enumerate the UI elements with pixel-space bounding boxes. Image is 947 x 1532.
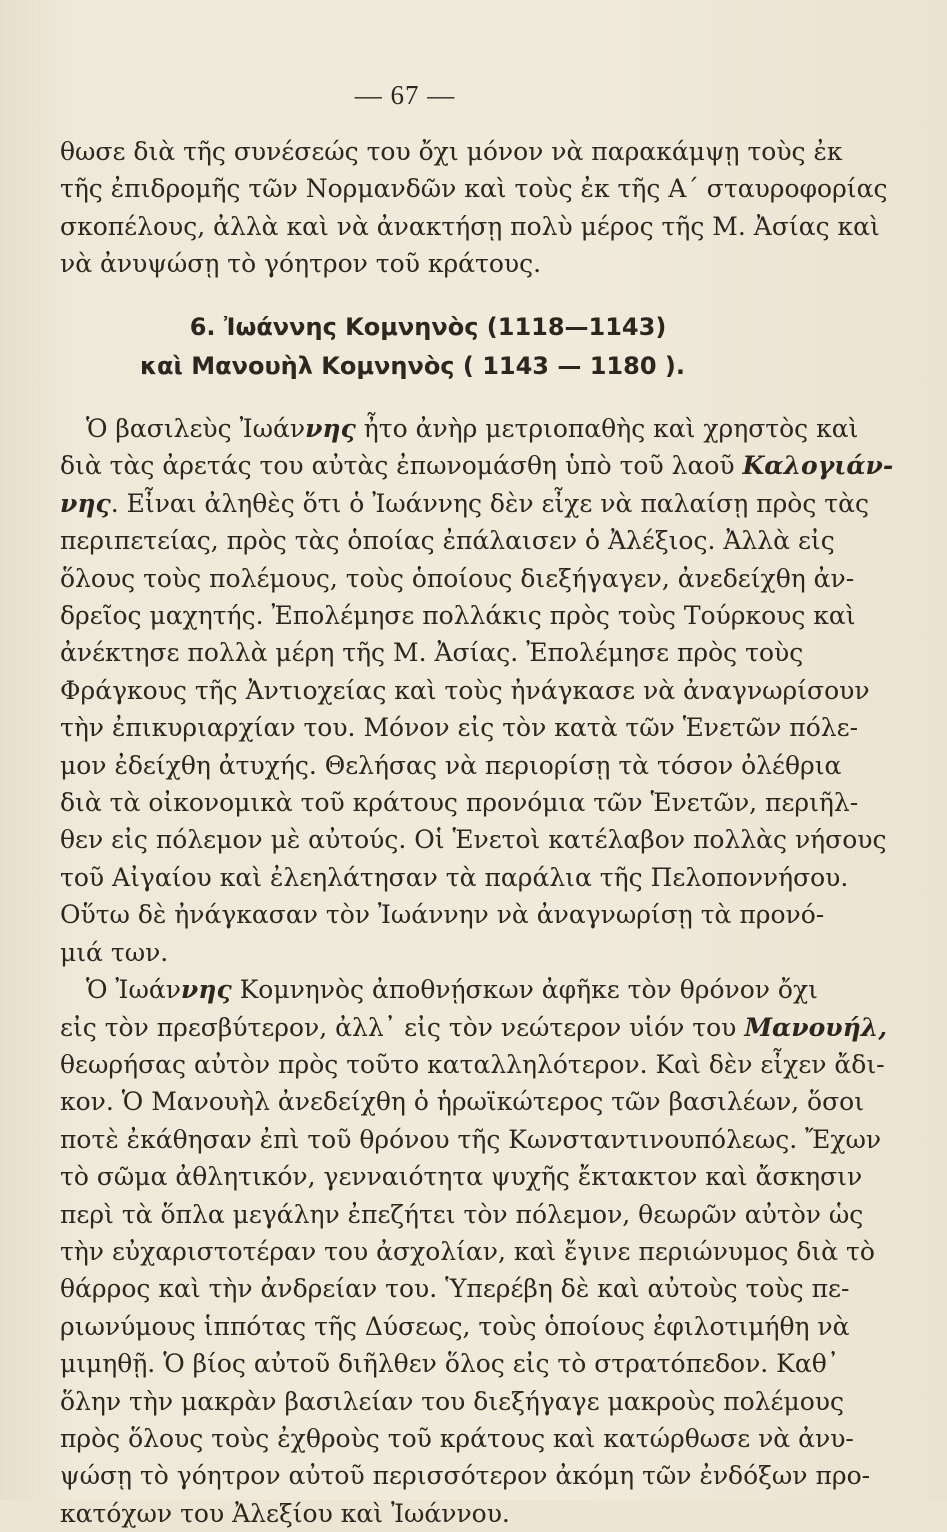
emphasized-word: Καλογιάν- — [742, 451, 894, 481]
text-line: πρὸς ὅλους τοὺς ἐχθροὺς τοῦ κράτους καὶ κατώρθωσε νὰ ἀνυ- — [60, 1423, 854, 1453]
text-line: θάρρος καὶ τὴν ἀνδρείαν του. Ὑπερέβη δὲ καὶ αὐτοὺς τοὺς πε- — [60, 1274, 850, 1304]
section-heading-line1: 6. Ἰωάννης Κομνηνὸς (1118—1143) — [189, 313, 667, 341]
text-line: ψώσῃ τὸ γόητρον αὐτοῦ περισσότερον ἀκόμη τῶν ἐνδόξων προ- — [60, 1461, 871, 1491]
text-line: διὰ τὰ οἰκονομικὰ τοῦ κράτους προνόμια τῶν Ἑνετῶν, περιῆλ- — [60, 788, 859, 818]
text-line: σκοπέλους, ἀλλὰ καὶ νὰ ἀνακτήσῃ πολὺ μέρος τῆς Μ. Ἀσίας καὶ — [60, 211, 880, 241]
emphasized-word: νης — [60, 488, 111, 518]
text-line: κατόχων του Ἀλεξίου καὶ Ἰωάννου. — [60, 1498, 510, 1528]
text-line: ριωνύμους ἱππότας τῆς Δύσεως, τοὺς ὁποίους ἐφιλοτιμήθη νὰ — [60, 1311, 850, 1341]
text-line: ὅλην τὴν μακρὰν βασιλείαν του διεξήγαγε μακροὺς πολέμους — [60, 1386, 844, 1416]
text-line: περὶ τὰ ὅπλα μεγάλην ἐπεζήτει τὸν πόλεμον, θεωρῶν αὐτὸν ὡς — [60, 1199, 864, 1229]
text-line: δρεῖος μαχητής. Ἐπολέμησε πολλάκις πρὸς τοὺς Τούρκους καὶ — [60, 601, 856, 631]
emphasized-word: νης — [305, 414, 356, 443]
text-line: κον. Ὁ Μανουὴλ ἀνεδείχθη ὁ ἡρωϊκώτερος τῶν βασιλέων, ὅσοι — [60, 1087, 865, 1117]
text-line: ὅλους τοὺς πολέμους, τοὺς ὁποίους διεξήγαγεν, ἀνεδείχθη ἀν- — [60, 563, 855, 593]
text-line: μιμηθῇ. Ὁ βίος αὐτοῦ διῆλθεν ὅλος εἰς τὸ στρατόπεδον. Καθ᾽ — [60, 1349, 840, 1379]
text-line: τῆς ἐπιδρομῆς τῶν Νορμανδῶν καὶ τοὺς ἐκ τῆς Α΄ σταυροφορίας — [60, 174, 888, 204]
text-line: τὸ σῶμα ἀθλητικόν, γενναιότητα ψυχῆς ἔκτακτον καὶ ἄσκησιν — [60, 1162, 863, 1192]
text-line: τὴν εὐχαριστοτέραν του ἀσχολίαν, καὶ ἔγινε περιώνυμος διὰ τὸ — [60, 1236, 875, 1266]
text-line: περιπετείας, πρὸς τὰς ὁποίας ἐπάλαισεν ὁ Ἀλέξιος. Ἀλλὰ εἰς — [60, 526, 835, 556]
text-line: μιά των. — [60, 937, 169, 967]
text-line: νὰ ἀνυψώσῃ τὸ γόητρον τοῦ κράτους. — [60, 249, 542, 279]
text-line: θεωρήσας αὐτὸν πρὸς τοῦτο καταλληλότερον. Καὶ δὲν εἶχεν ἄδι- — [60, 1049, 885, 1079]
text-line: ποτὲ ἐκάθησαν ἐπὶ τοῦ θρόνου τῆς Κωνσταντινουπόλεως. Ἔχων — [60, 1124, 882, 1154]
text-line: Ὁ βασιλεὺς Ἰωάννης ἦτο ἀνὴρ μετριοπαθὴς καὶ χρηστὸς καὶ — [86, 414, 859, 443]
text-line: Φράγκους τῆς Ἀντιοχείας καὶ τοὺς ἠνάγκασε νὰ ἀναγνωρίσουν — [60, 675, 870, 705]
text-line: Οὕτω δὲ ἠνάγκασαν τὸν Ἰωάννην νὰ ἀναγνωρίσῃ τὰ προνό- — [60, 900, 825, 930]
paragraph-intro — [60, 133, 888, 283]
text-line: εἰς τὸν πρεσβύτερον, ἀλλ᾽ εἰς τὸν νεώτερον υἱόν του Μανουήλ, — [60, 1012, 888, 1042]
text-line: τὴν ἐπικυριαρχίαν του. Μόνον εἰς τὸν κατὰ τῶν Ἑνετῶν πόλε- — [60, 713, 859, 743]
text-line: θωσε διὰ τῆς συνέσεώς του ὄχι μόνον νὰ παρακάμψῃ τοὺς ἐκ — [60, 137, 843, 166]
text-line: μον ἐδείχθη ἀτυχής. Θελήσας νὰ περιορίσῃ τὰ τόσον ὀλέθρια — [60, 750, 842, 780]
text-line: ἀνέκτησε πολλὰ μέρη τῆς Μ. Ἀσίας. Ἐπολέμησε πρὸς τοὺς — [60, 638, 804, 668]
section-heading-line2: καὶ Μανουὴλ Κομνηνὸς ( 1143 — 1180 ). — [140, 352, 685, 380]
paragraph-body — [60, 410, 894, 1532]
emphasized-word: νης — [180, 975, 232, 1005]
emphasized-word: Μανουήλ, — [744, 1012, 888, 1042]
text-line: νης. Εἶναι ἀληθὲς ὅτι ὁ Ἰωάννης δὲν εἶχε νὰ παλαίσῃ πρὸς τὰς — [60, 488, 870, 518]
text-line: διὰ τὰς ἀρετάς του αὐτὰς ἐπωνομάσθη ὑπὸ τοῦ λαοῦ Καλογιάν- — [60, 451, 894, 481]
page-number: — 67 — — [354, 80, 456, 110]
text-line: τοῦ Αἰγαίου καὶ ἐλεηλάτησαν τὰ παράλια τῆς Πελοποννήσου. — [60, 862, 849, 892]
text-line: θεν εἰς πόλεμον μὲ αὐτούς. Οἱ Ἑνετοὶ κατέλαβον πολλὰς νήσους — [60, 825, 887, 855]
text-line: Ὁ Ἰωάννης Κομνηνὸς ἀποθνῄσκων ἀφῆκε τὸν θρόνον ὄχι — [86, 975, 818, 1005]
